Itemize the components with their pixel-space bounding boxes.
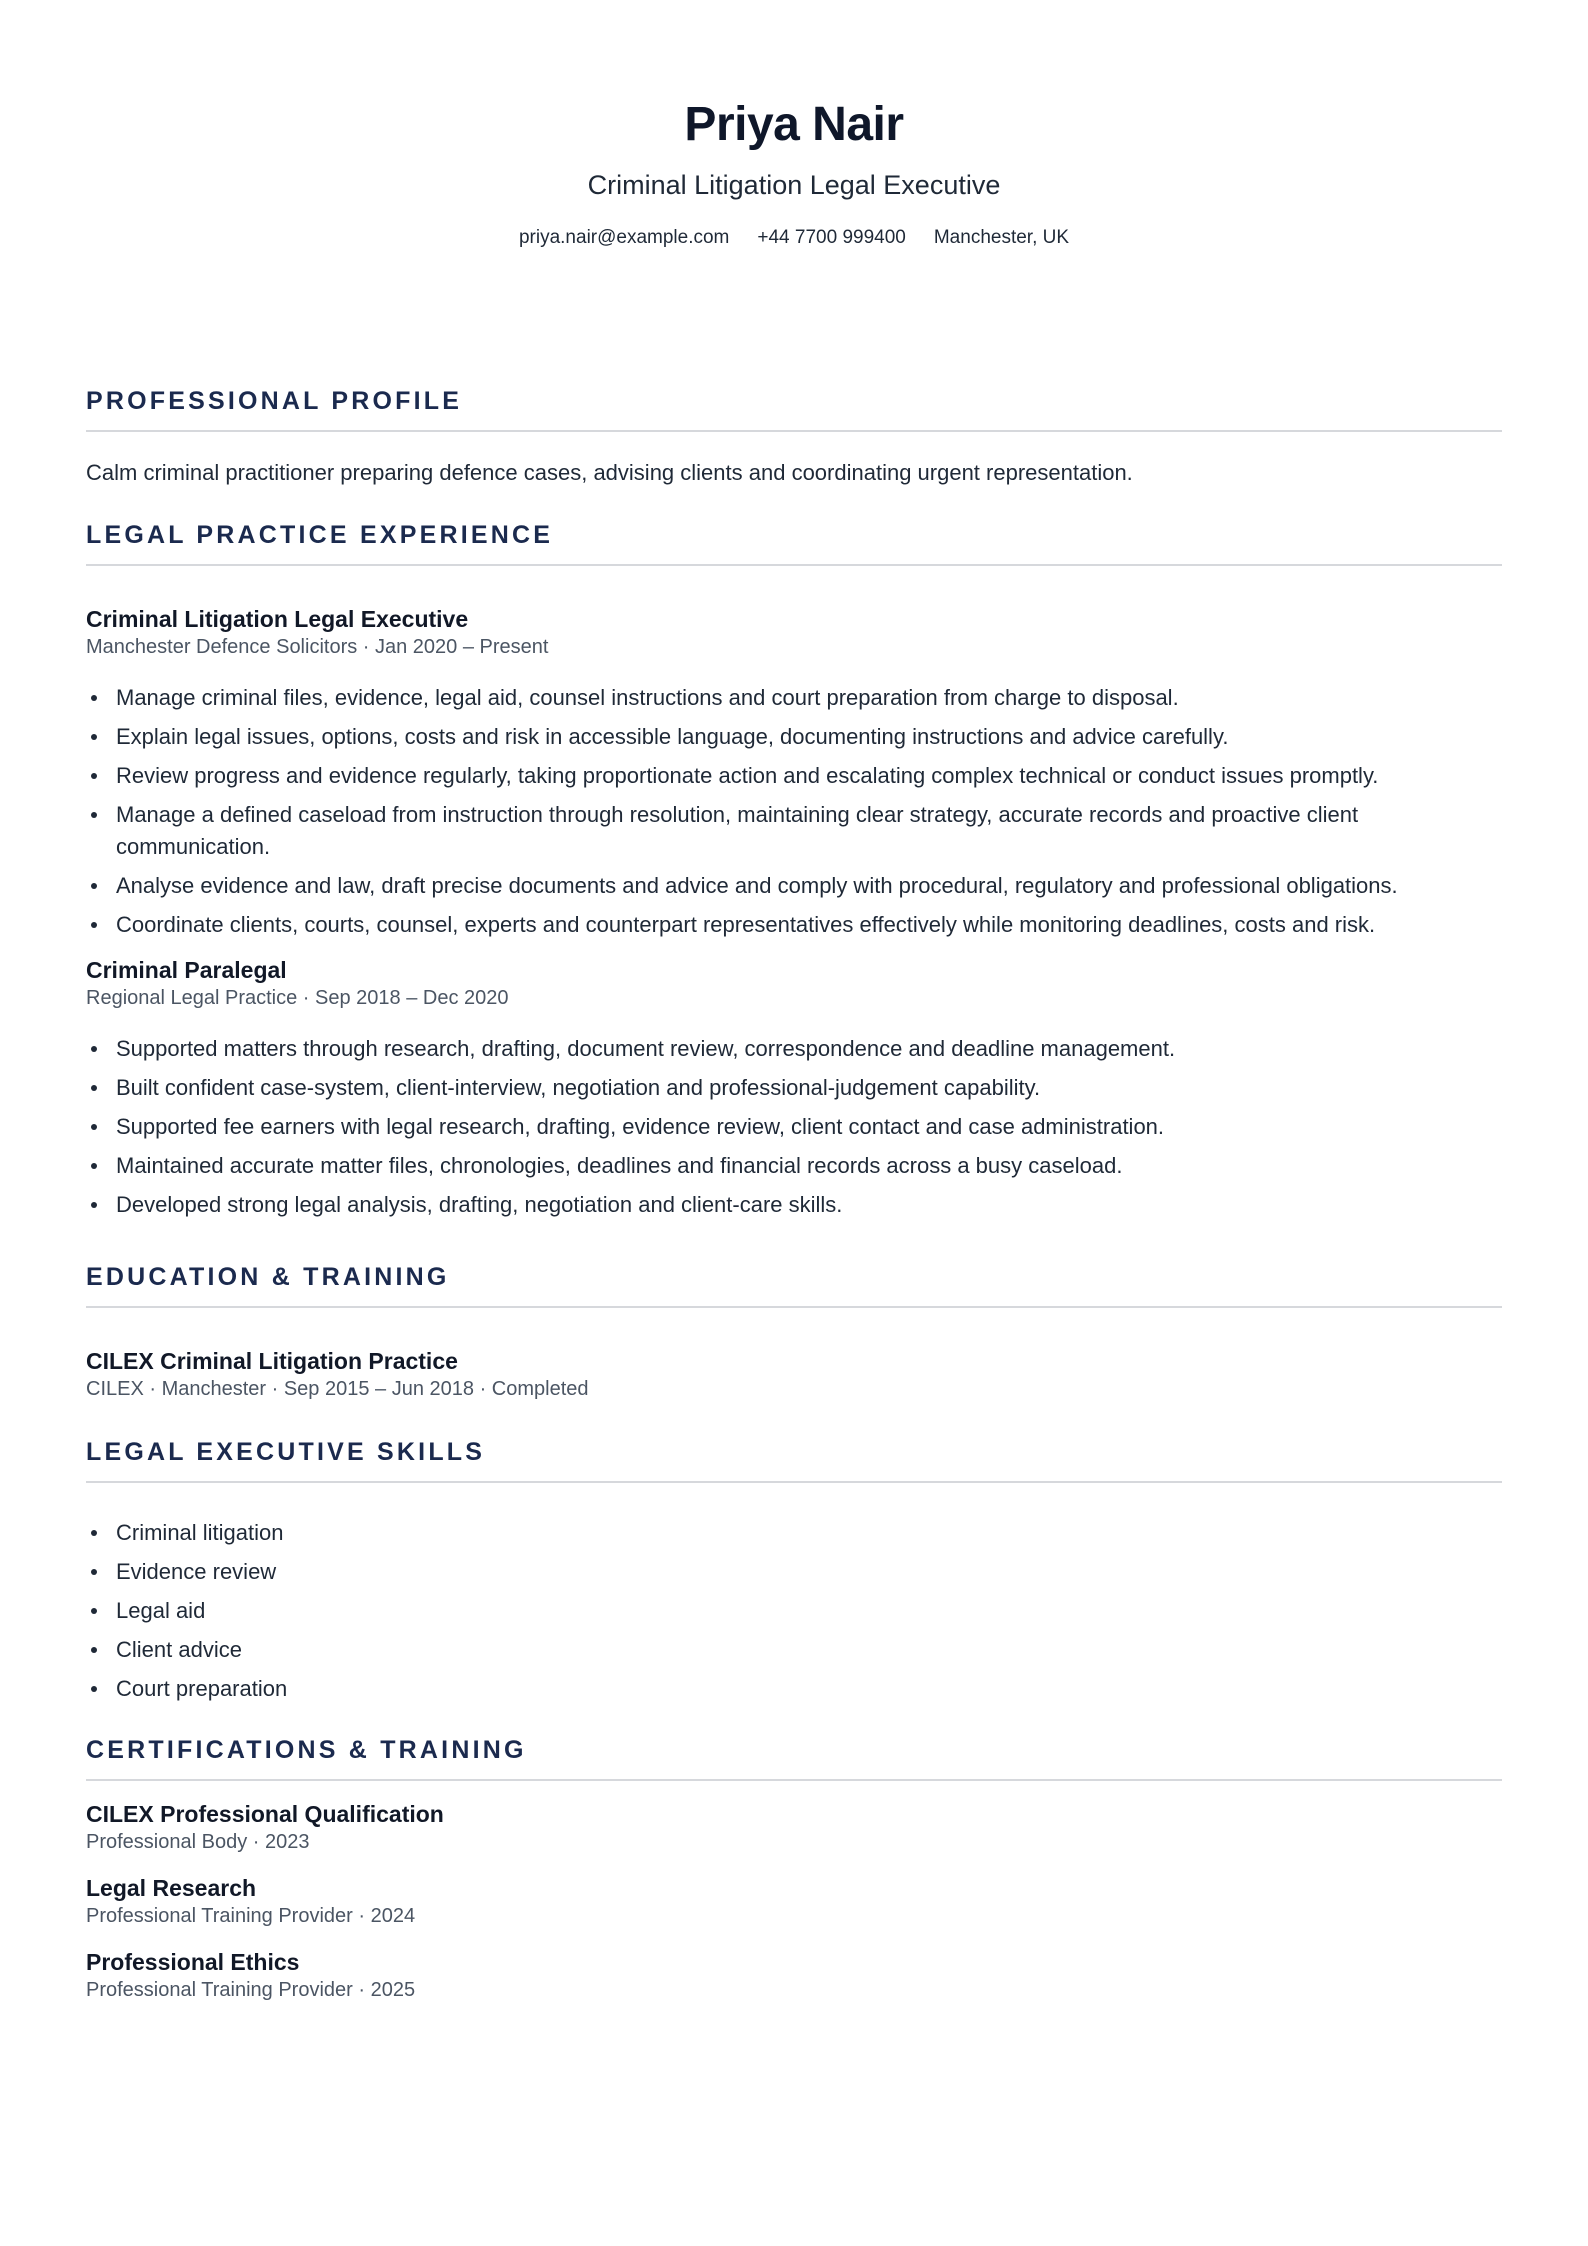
contact-line (86, 226, 1502, 250)
list-item: Maintained accurate matter files, chronologies, deadlines and financial records across a busy caseload. (116, 1150, 1502, 1182)
list-item: Analyse evidence and law, draft precise documents and advice and comply with procedural, regulatory and professional obligations. (116, 870, 1502, 902)
section-heading-skills: LEGAL EXECUTIVE SKILLS (86, 1437, 1502, 1483)
section-heading-profile: PROFESSIONAL PROFILE (86, 386, 1502, 432)
section-heading-education: EDUCATION & TRAINING (86, 1262, 1502, 1308)
certification-title: Legal Research (86, 1875, 257, 1901)
education-title: CILEX Criminal Litigation Practice (86, 1348, 458, 1374)
certification-entry (86, 1799, 1502, 1855)
job-title: Criminal Litigation Legal Executive (86, 606, 469, 632)
candidate-name: Priya Nair (684, 98, 904, 151)
job-title: Criminal Paralegal (86, 957, 287, 983)
list-item: Manage a defined caseload from instruction through resolution, maintaining clear strategy, accurate records and proactive client communication. (116, 799, 1502, 863)
skill-item: Evidence review (116, 1556, 1502, 1588)
list-item: Review progress and evidence regularly, taking proportionate action and escalating complex technical or conduct issues promptly. (116, 760, 1502, 792)
job-meta: Regional Legal Practice · Sep 2018 – Dec 2020 (86, 987, 509, 1009)
profile-summary: Calm criminal practitioner preparing defence cases, advising clients and coordinating urgent representation. (86, 460, 1133, 485)
contact-phone[interactable]: +44 7700 999400 (757, 227, 906, 248)
list-item: Explain legal issues, options, costs and risk in accessible language, documenting instructions and advice carefully. (116, 721, 1502, 753)
resume-header (86, 0, 1502, 250)
list-item: Coordinate clients, courts, counsel, experts and counterpart representatives effectively while monitoring deadlines, costs and risk. (116, 909, 1502, 941)
skills-list (86, 1517, 1502, 1705)
job-bullets (86, 682, 1502, 941)
job-bullets (86, 1033, 1502, 1221)
experience-entry (86, 604, 1502, 941)
section-heading-experience: LEGAL PRACTICE EXPERIENCE (86, 520, 1502, 566)
skill-item: Criminal litigation (116, 1517, 1502, 1549)
experience-entry (86, 955, 1502, 1221)
education-entry (86, 1346, 1502, 1402)
skill-item: Legal aid (116, 1595, 1502, 1627)
list-item: Developed strong legal analysis, drafting, negotiation and client-care skills. (116, 1189, 1502, 1221)
certification-entry (86, 1947, 1502, 2003)
certification-meta: Professional Training Provider · 2025 (86, 1979, 416, 2001)
experience-section (86, 520, 1502, 1228)
contact-location: Manchester, UK (933, 227, 1070, 248)
certification-meta: Professional Body · 2023 (86, 1831, 310, 1853)
education-section (86, 1262, 1502, 1402)
certification-title: CILEX Professional Qualification (86, 1801, 444, 1827)
list-item: Supported fee earners with legal research, drafting, evidence review, client contact and case administration. (116, 1111, 1502, 1143)
skill-item: Client advice (116, 1634, 1502, 1666)
list-item: Manage criminal files, evidence, legal aid, counsel instructions and court preparation from charge to disposal. (116, 682, 1502, 714)
job-meta: Manchester Defence Solicitors · Jan 2020 – Present (86, 636, 549, 658)
contact-email[interactable]: priya.nair@example.com (518, 227, 730, 248)
profile-section (86, 386, 1502, 488)
certifications-section (86, 1735, 1502, 2003)
list-item: Supported matters through research, drafting, document review, correspondence and deadline management. (116, 1033, 1502, 1065)
education-meta: CILEX · Manchester · Sep 2015 – Jun 2018 · Completed (86, 1378, 589, 1400)
certification-entry (86, 1873, 1502, 1929)
certification-title: Professional Ethics (86, 1949, 300, 1975)
skill-item: Court preparation (116, 1673, 1502, 1705)
candidate-title: Criminal Litigation Legal Executive (587, 170, 1001, 200)
list-item: Built confident case-system, client-interview, negotiation and professional-judgement capability. (116, 1072, 1502, 1104)
skills-section (86, 1437, 1502, 1712)
certification-meta: Professional Training Provider · 2024 (86, 1905, 416, 1927)
section-heading-certifications: CERTIFICATIONS & TRAINING (86, 1735, 1502, 1781)
